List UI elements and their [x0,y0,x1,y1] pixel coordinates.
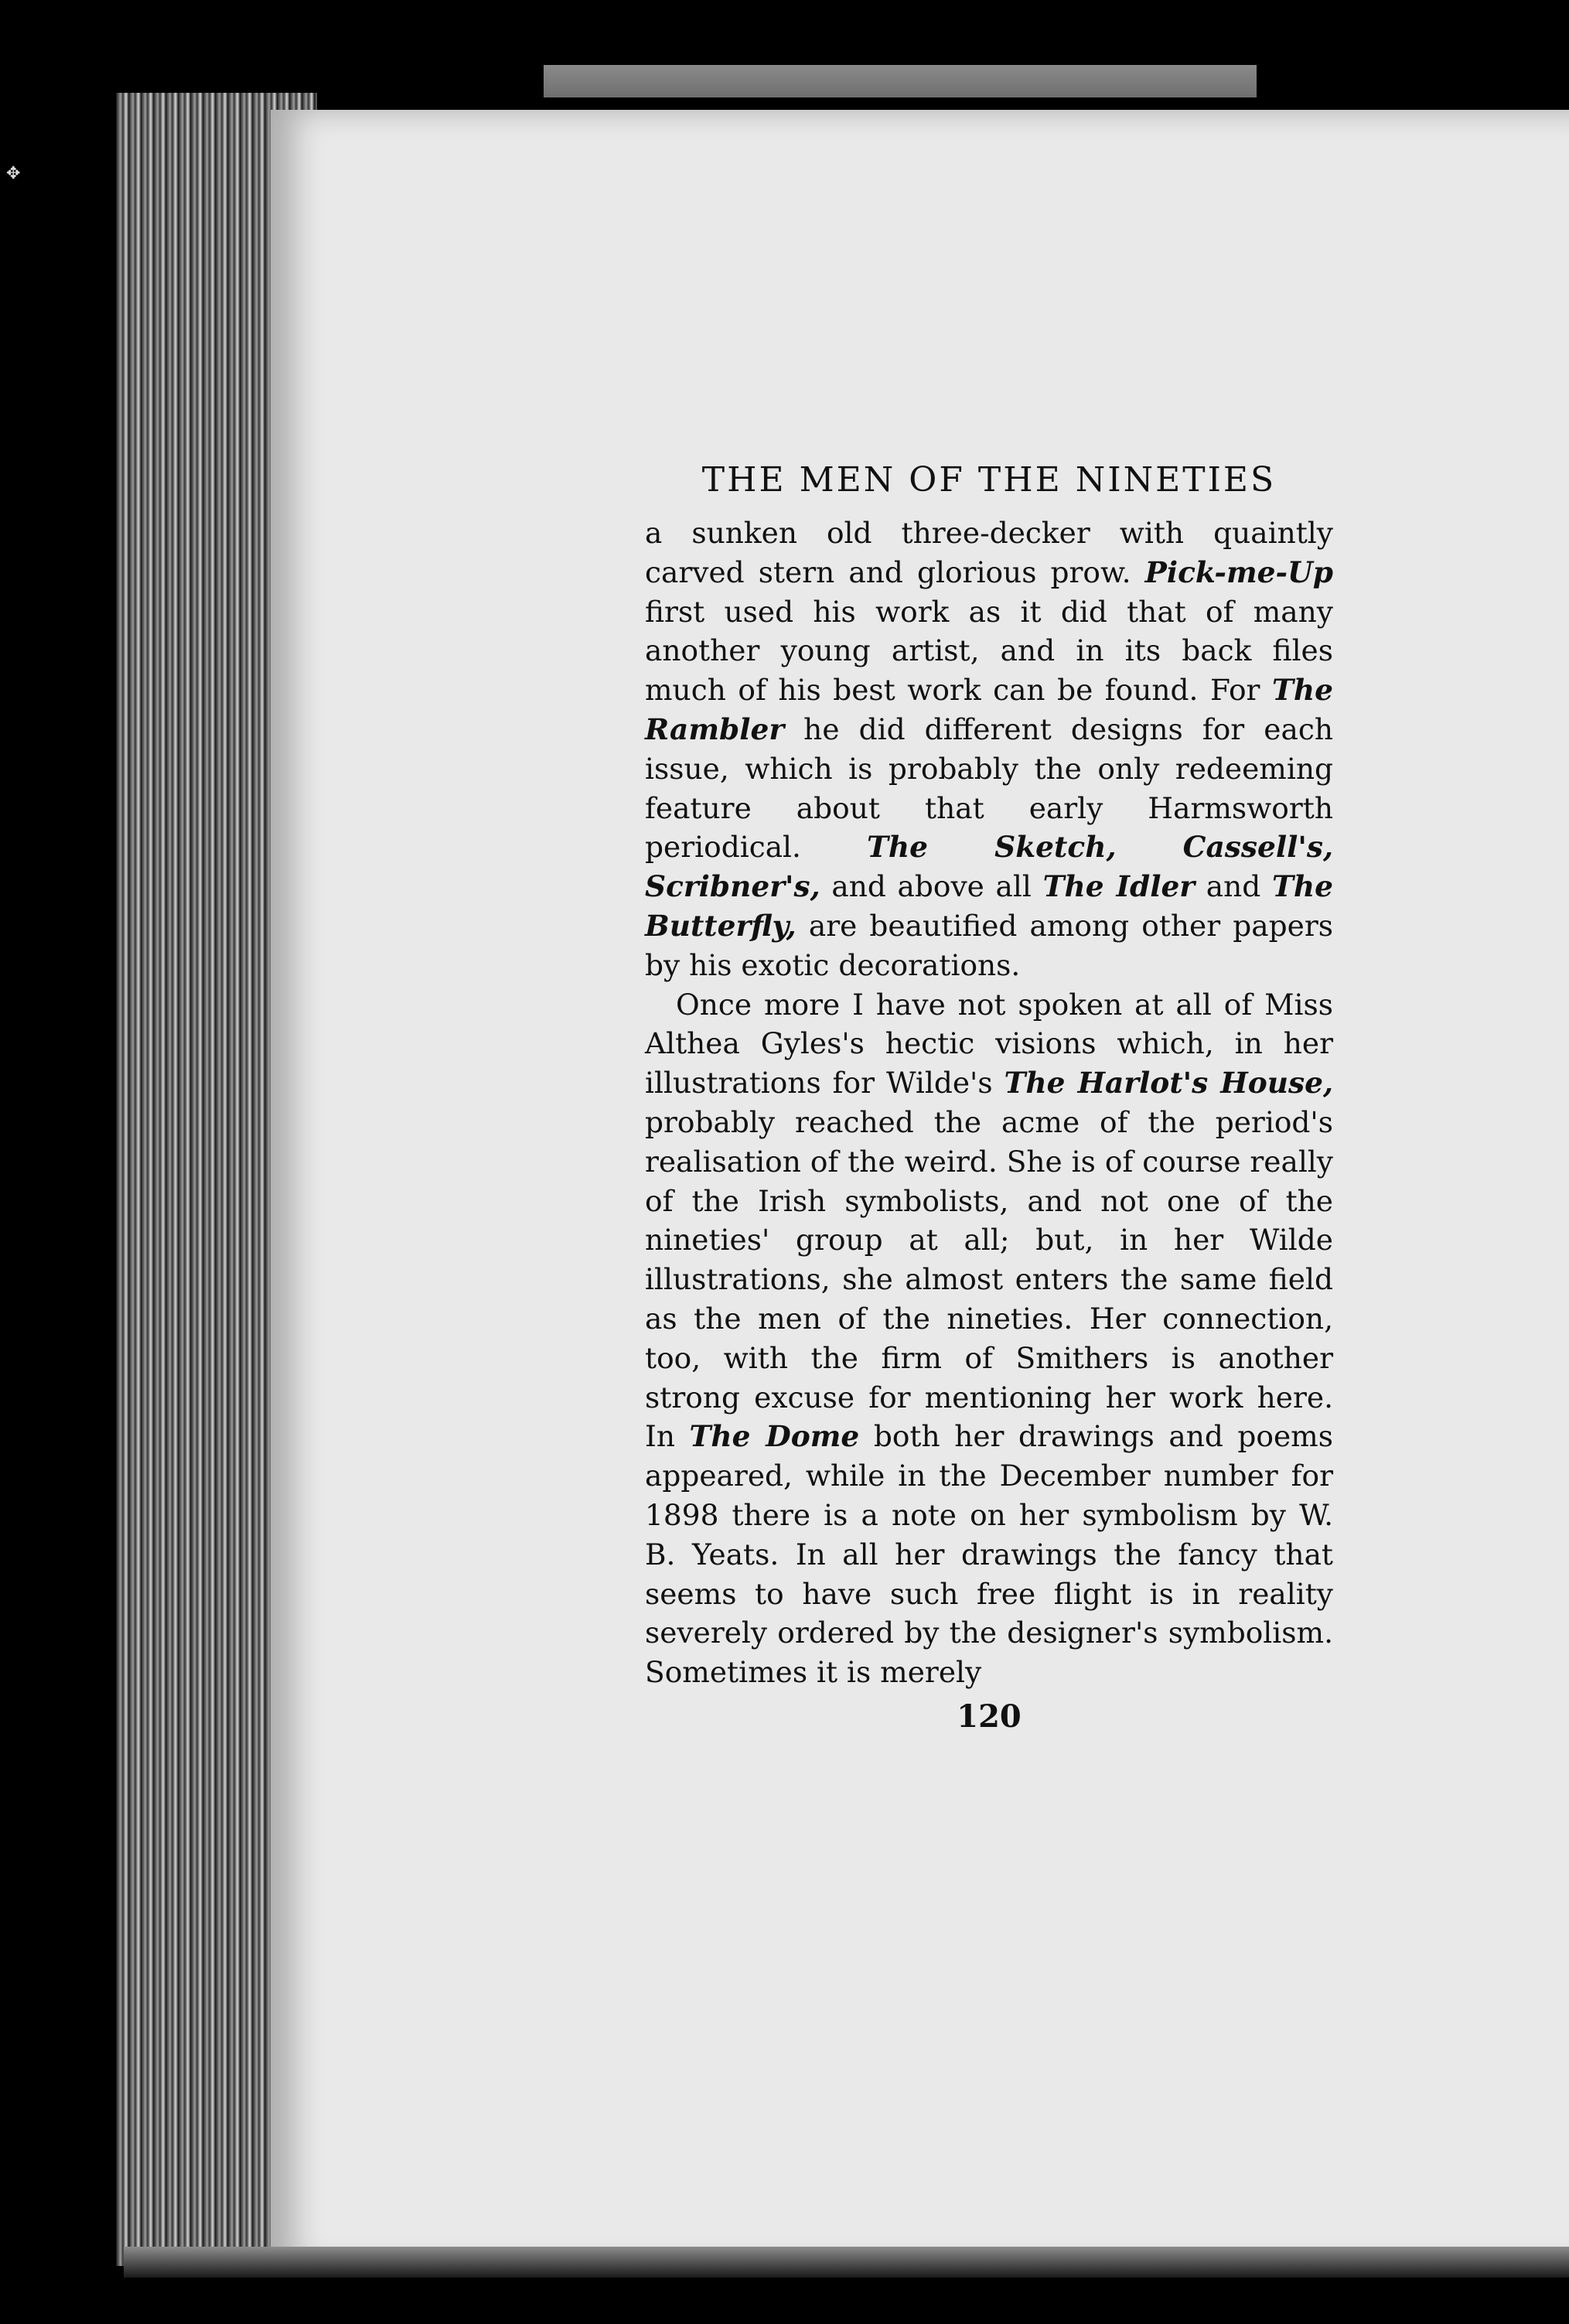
paragraph-1-run: The Idler [1042,869,1196,904]
paragraph-1-run: a sunken old three-decker with quaintly carved stern and glorious prow. [645,516,1333,589]
page-bottom-shadow [124,2247,1569,2278]
paragraph-1-run: he did different designs for each issue, which is probably the only redeeming feature about that early Harmsworth periodical. [645,712,1333,865]
paragraph-1 [645,514,1333,985]
paragraph-1-run: and [1195,869,1272,904]
paragraph-1-run: first used his work as it did that of many another young artist, and in its back files much of his best work can be found. For [645,594,1333,708]
running-head: THE MEN OF THE NINETIES [701,460,1277,500]
corner-ornament-icon: ✥ [6,164,21,183]
paragraph-2-run: Once more I have not spoken at all of Miss Althea Gyles's hectic visions which, in her illustrations for Wilde's [645,987,1333,1101]
paragraph-1-run: The Rambler [645,673,1333,746]
paragraph-1-run: are beautified among other papers by his exotic decorations. [645,908,1333,982]
scanner-top-strip [544,65,1257,97]
paragraph-2-run: The Dome [689,1419,860,1454]
paragraph-1-run: and above all [820,869,1043,904]
paragraph-1-run: The Sketch, Cassell's, Scribner's, [645,830,1334,904]
paragraph-2 [645,985,1333,1692]
page-number: 120 [957,1698,1022,1735]
paragraph-2-run: The Harlot's House, [1004,1066,1334,1101]
paragraph-1-run: Pick-me-Up [1144,555,1333,589]
paragraph-2-run: probably reached the acme of the period's realisation of the weird. She is of course really of the Irish symbolists, and not one of the nineties' group at all; but, in her Wilde illustrations, she almost enters the same field as the men of the nineties. Her connection, too, with the firm of Smithers is another strong excuse for mentioning her work here. In [645,1104,1333,1454]
paragraph-1-run: The Butterfly, [645,869,1333,943]
page-text-block [645,460,1333,1735]
paragraph-2-run: both her drawings and poems appeared, while in the December number for 1898 there is a note on her symbolism by W. B. Yeats. In all her drawings the fancy that seems to have such free flight is in reality severely ordered by the designer's symbolism. Sometimes it is merely [645,1419,1333,1690]
